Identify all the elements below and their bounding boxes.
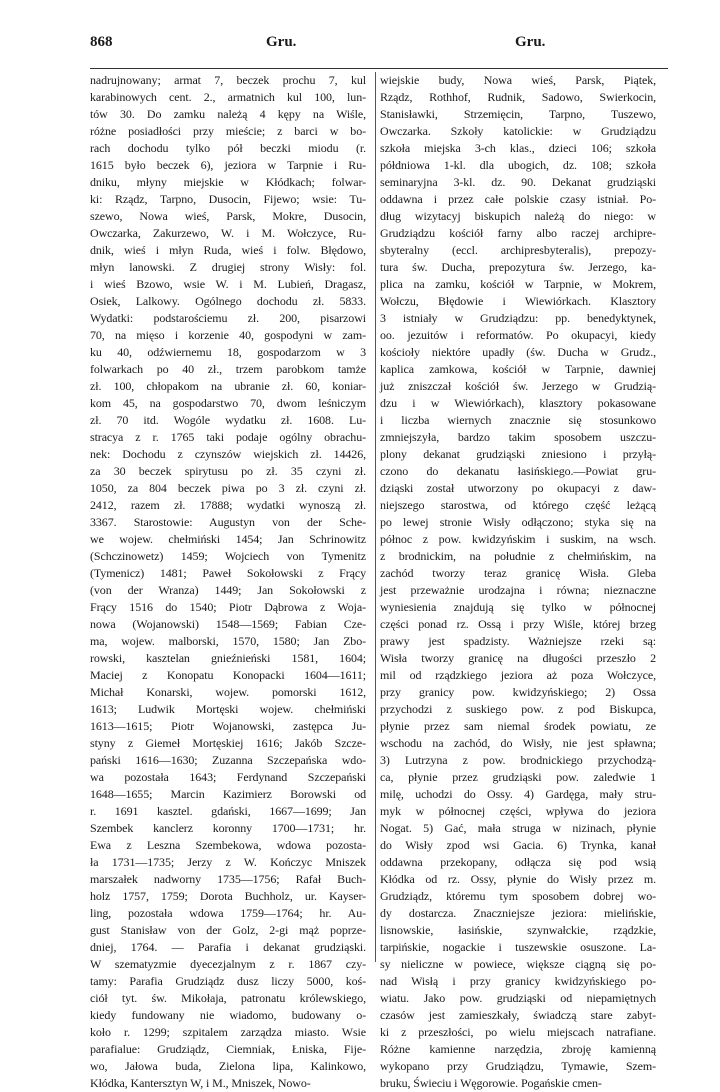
text-line: W szematyzmie dyecezjalnym z r. 1867 czy- [90, 957, 366, 971]
text-line: ku 40, odźwiernemu 18, gospodarzom w 3 [90, 345, 366, 359]
text-line: płynie przez sam niemal środek powiatu, ze [380, 719, 656, 733]
right-column [380, 72, 656, 1090]
text-line: szkoła miejska 3-ch klas., dzieci 106; szkoła [380, 141, 656, 155]
text-line: oo. jezuitów i reformatów. Po okupacyi, kiedy [380, 328, 656, 342]
text-line: przy granicy pow. kwidzyńskiego; 2) Ossa [380, 685, 656, 699]
text-line: kaplica zamkowa, kościół w Tarpnie, dawniej [380, 362, 656, 376]
text-line: marszałek nadworny 1735—1756; Rafał Buch- [90, 872, 366, 886]
text-line: 1648—1655; Marcin Kazimierz Borowski od [90, 787, 366, 801]
text-line: pański 1616—1630; Zuzanna Szczepańska wdo- [90, 753, 366, 767]
text-line: ki z przeszłości, po wielu miejscach natrafiane. [380, 1025, 656, 1039]
text-line: ciół tyt. św. Mikołaja, patronatu królewskiego, [90, 991, 366, 1005]
text-line: z brodnickim, na południe z chełmińskim, na [380, 549, 656, 563]
text-line: przychodzi z suskiego pow. z pod Biskupca, [380, 702, 656, 716]
text-line: Różne kamienne narzędzia, zbroję kamienną [380, 1042, 656, 1056]
text-line: 70, na mięso i korzenie 40, gospodyni w zam- [90, 328, 366, 342]
text-line: Owczarka. Szkoły katolickie: w Grudziądzu [380, 124, 656, 138]
text-line: rowski, kasztelan gnieźnieński 1581, 1604; [90, 651, 366, 665]
text-line: za 30 beczek spirytusu po zł. 35 czyni zł. [90, 464, 366, 478]
text-line: szewo, Nowa wieś, Parsk, Mokre, Dusocin, [90, 209, 366, 223]
text-line: mil od rządzkiego jeziora aż poza Wołczyce, [380, 668, 656, 682]
text-line: ling, pozostała wdowa 1759—1764; hr. Au- [90, 906, 366, 920]
text-line: 1613—1615; Piotr Wojanowski, zastępca Ju- [90, 719, 366, 733]
text-line: Grudziądz, któremu tym sposobem dobrej wo- [380, 889, 656, 903]
text-line: plica na zamku, kościół w Tarpnie, w Mokrem, [380, 277, 656, 291]
text-line: zł. 100, chłopakom na ubranie zł. 60, koniar- [90, 379, 366, 393]
header-right-title: Gru. [515, 34, 546, 50]
text-line: czasów jest zamieszkały, świadczą stare zabyt- [380, 1008, 656, 1022]
text-line: Kłódka, Kantersztyn W, i M., Mniszek, Nowo- [90, 1076, 311, 1090]
text-line: prawy jest spadzisty. Ważniejsze rzeki są: [380, 634, 656, 648]
text-line: milę, uchodzi do Ossy. 4) Gardęga, mały stru- [380, 787, 656, 801]
text-line: Nogat. 5) Gać, mała struga w nizinach, płynie [380, 821, 656, 835]
text-line: tamy: Parafia Grudziądz dusz liczy 5000, koś- [90, 974, 366, 988]
text-line: r. 1691 kasztel. gdański, 1667—1699; Jan [90, 804, 366, 818]
text-line: plony dekanat grudziąski zniesiono i przyłą- [380, 447, 656, 461]
text-line: wo, Jałowa buda, Zielona lipa, Kalinkowo, [90, 1059, 366, 1073]
text-line: tarpińskie, nogackie i tuszewskie osuszone. La- [380, 940, 656, 954]
text-line: półdniowa 1-kl. dla ubogich, dz. 108; szkoła [380, 158, 656, 172]
text-line: styny z Giemeł Mortęskiej 1616; Jakób Szcze- [90, 736, 366, 750]
text-line: kościoły niektóre upadły (św. Ducha w Grudz., [380, 345, 656, 359]
header-rule [90, 68, 668, 69]
text-line: rach dochodu tylko pół beczki miodu (r. [90, 141, 366, 155]
text-line: Michał Konarski, wojew. pomorski 1612, [90, 685, 366, 699]
text-line: Owczarka, Zakurzewo, W. i M. Wołczyce, Ru- [90, 226, 366, 240]
text-line: bruku, Świeciu i Węgorowie. Pogańskie cmen- [380, 1076, 602, 1090]
text-line: jest przeważnie urodzajna i równa; nieznaczne [380, 583, 656, 597]
column-divider [375, 72, 376, 962]
text-line: (Tymenicz) 1481; Paweł Sokołowski z Frący [90, 566, 366, 580]
text-line: dy dostarcza. Znaczniejsze jeziora: mielińskie, [380, 906, 656, 920]
text-line: po lewej stronie Wisły odłączono; styka się na [380, 515, 656, 529]
text-line: ki: Rządz, Tarpno, Dusocin, Fijewo; wsie: Tu- [90, 192, 366, 206]
text-line: Wisła tworzy granicę na długości przeszło 2 [380, 651, 656, 665]
text-line: wykopano przy Grudziądzu, Tymawie, Szem- [380, 1059, 656, 1073]
text-line: ca, płynie przez grudziąski pow. zaledwie 1 [380, 770, 656, 784]
text-line: młyn lanowski. Z drugiej strony Wisły: fol. [90, 260, 366, 274]
text-line: tów 30. Do zamku należą 4 kępy na Wiśle, [90, 107, 366, 121]
text-line: parafialue: Grudziądz, Ciemniak, Łniska, Fije- [90, 1042, 366, 1056]
text-line: zmniejszyła, bardzo takim sposobem uszczu- [380, 430, 656, 444]
text-line: oddawna i przez całe polskie czasy istniał. Po- [380, 192, 656, 206]
text-line: i liczba wiernych znacznie się stosunkowo [380, 413, 656, 427]
text-line: Szembek kanclerz koronny 1700—1731; hr. [90, 821, 366, 835]
text-line: 1613; Ludwik Mortęski wojew. chełmiński [90, 702, 366, 716]
text-line: wschodu na zachód, do Wisły, nie jest spławna; [380, 736, 656, 750]
text-line: seminaryjna 3-kl. dz. 90. Dekanat grudziąski [380, 175, 656, 189]
text-line: stracya z r. 1765 taki podaje ogólny obrachu- [90, 430, 366, 444]
text-line: zachód tworzy teraz granicę Wisła. Gleba [380, 566, 656, 580]
text-line: (Schczinowetz) 1459; Wojciech von Tymenitz [90, 549, 366, 563]
text-line: już zniszczał kościół św. Jerzego w Grudzią- [380, 379, 656, 393]
text-line: Osiek, Lalkowy. Ogólnego dochodu zł. 5833. [90, 294, 366, 308]
text-line: koło r. 1299; szpitalem zarządza miasto. Wsie [90, 1025, 366, 1039]
text-line: 1050, za 804 beczek piwa po 3 zł. czyni zł. [90, 481, 366, 495]
text-line: ła 1731—1735; Jerzy z W. Kończyc Mniszek [90, 855, 366, 869]
text-line: dniej, 1764. — Parafia i dekanat grudziąski. [90, 940, 366, 954]
text-line: 2412, razem zł. 17888; wydatki wynoszą zł. [90, 498, 366, 512]
text-line: Stanisławki, Strzemięcin, Tarpno, Tuszewo, [380, 107, 656, 121]
text-line: gust Stanisław von der Golz, 2-gi mąż poprze- [90, 923, 366, 937]
text-line: Maciej z Konopatu Konopacki 1604—1611; [90, 668, 366, 682]
header-left-title: Gru. [266, 34, 297, 50]
text-line: Wydatki: podstarościemu zł. 200, pisarzowi [90, 311, 366, 325]
text-line: Rządz, Rothhof, Rudnik, Sadowo, Swierkocin, [380, 90, 656, 104]
text-line: wiejskie budy, Nowa wieś, Parsk, Piątek, [380, 73, 656, 87]
text-line: dnik, wieś i młyn Ruda, wieś i folw. Błędowo, [90, 243, 366, 257]
text-line: myk w północnej części, wpływa do jeziora [380, 804, 656, 818]
text-line: północ z pow. kwidzyńskim i suskim, na wsch. [380, 532, 656, 546]
text-line: kom 45, na gospodarstwo 70, dwom leśniczym [90, 396, 366, 410]
text-line: dziąski został utworzony po okupacyi z daw- [380, 481, 656, 495]
text-line: sy nieliczne w powiece, większe ciągną się po- [380, 957, 656, 971]
text-line: folwarkach po 40 zł., trzem parobkom tamże [90, 362, 366, 376]
text-line: tura św. Ducha, prepozytura św. Jerzego, ka- [380, 260, 656, 274]
text-line: 3367. Starostowie: Augustyn von der Sche- [90, 515, 366, 529]
text-line: holz 1757, 1759; Dorota Buchholz, ur. Kayser- [90, 889, 366, 903]
text-line: wyniesienia znajdują się tylko w północnej [380, 600, 656, 614]
text-line: zł. 70 itd. Wogóle wydatku zł. 1608. Lu- [90, 413, 366, 427]
text-line: niejszego starostwa, od którego część leżącą [380, 498, 656, 512]
text-line: czono do dekanatu łasińskiego.—Powiat gru- [380, 464, 656, 478]
text-line: karabinowych cent. 2., armatnich kul 100, lun- [90, 90, 366, 104]
text-line: nad Wisłą i przy granicy kwidzyńskiego po- [380, 974, 656, 988]
text-line: we wojew. chełmiński 1454; Jan Schrinowitz [90, 532, 366, 546]
text-line: części ponad rz. Ossą i przy Wiśle, której brzeg [380, 617, 656, 631]
text-line: nek: Dochodu z czynszów wiejskich zł. 14426, [90, 447, 366, 461]
text-line: Kłódka od rz. Ossy, płynie do Wisły przez m. [380, 872, 656, 886]
text-line: wiatu. Jako pow. grudziąski od niepamiętnych [380, 991, 656, 1005]
text-line: Wołczu, Błędowie i Wiewiórkach. Klasztory [380, 294, 656, 308]
left-column [90, 72, 366, 1090]
text-line: lisnowskie, łasińskie, szynwałckie, rządzkie, [380, 923, 656, 937]
text-line: kiedy fundowany nie wiadomo, budowany o- [90, 1008, 366, 1022]
text-line: różne posiadłości przy mieście; z barci w bo- [90, 124, 366, 138]
text-line: 3 istniały w Grudziądzu: pp. benedyktynek, [380, 311, 656, 325]
text-line: 1615 było beczek 6), jeziora w Tarpnie i Ru- [90, 158, 366, 172]
text-line: nadrujnowany; armat 7, beczek prochu 7, kul [90, 73, 366, 87]
text-line: dług wizytacyj biskupich należą do niego: w [380, 209, 656, 223]
text-line: Ewa z Leszna Szembekowa, wdowa pozosta- [90, 838, 366, 852]
text-line: ma, wojew. malborski, 1570, 1580; Jan Zbo- [90, 634, 366, 648]
text-line: nowa (Wojanowski) 1548—1569; Fabian Cze- [90, 617, 366, 631]
text-line: sbyteralny (eccl. archipresbyteralis), prepozy- [380, 243, 656, 257]
text-line: dniku, młyny miejskie w Kłódkach; folwar- [90, 175, 366, 189]
text-line: 3) Lutrzyna z pow. brodnickiego przychodzą- [380, 753, 656, 767]
text-line: oddawna przekopany, odłącza się pod wsią [380, 855, 656, 869]
text-line: (von der Wranza) 1449; Jan Sokołowski z [90, 583, 366, 597]
text-line: Grudziądzu kościół farny albo raczej archipre- [380, 226, 656, 240]
text-line: do Wisły zpod wsi Gacia. 6) Trynka, kanał [380, 838, 656, 852]
text-line: wa pozostała 1643; Ferdynand Szczepański [90, 770, 366, 784]
text-line: i wieś Bzowo, wsie W. i M. Lubień, Dragasz, [90, 277, 366, 291]
page-number: 868 [90, 34, 113, 50]
text-line: Frący 1516 do 1540; Piotr Dąbrowa z Woja- [90, 600, 366, 614]
text-line: dzu i w Wiewiórkach), klasztory pokasowane [380, 396, 656, 410]
running-header [90, 34, 668, 54]
